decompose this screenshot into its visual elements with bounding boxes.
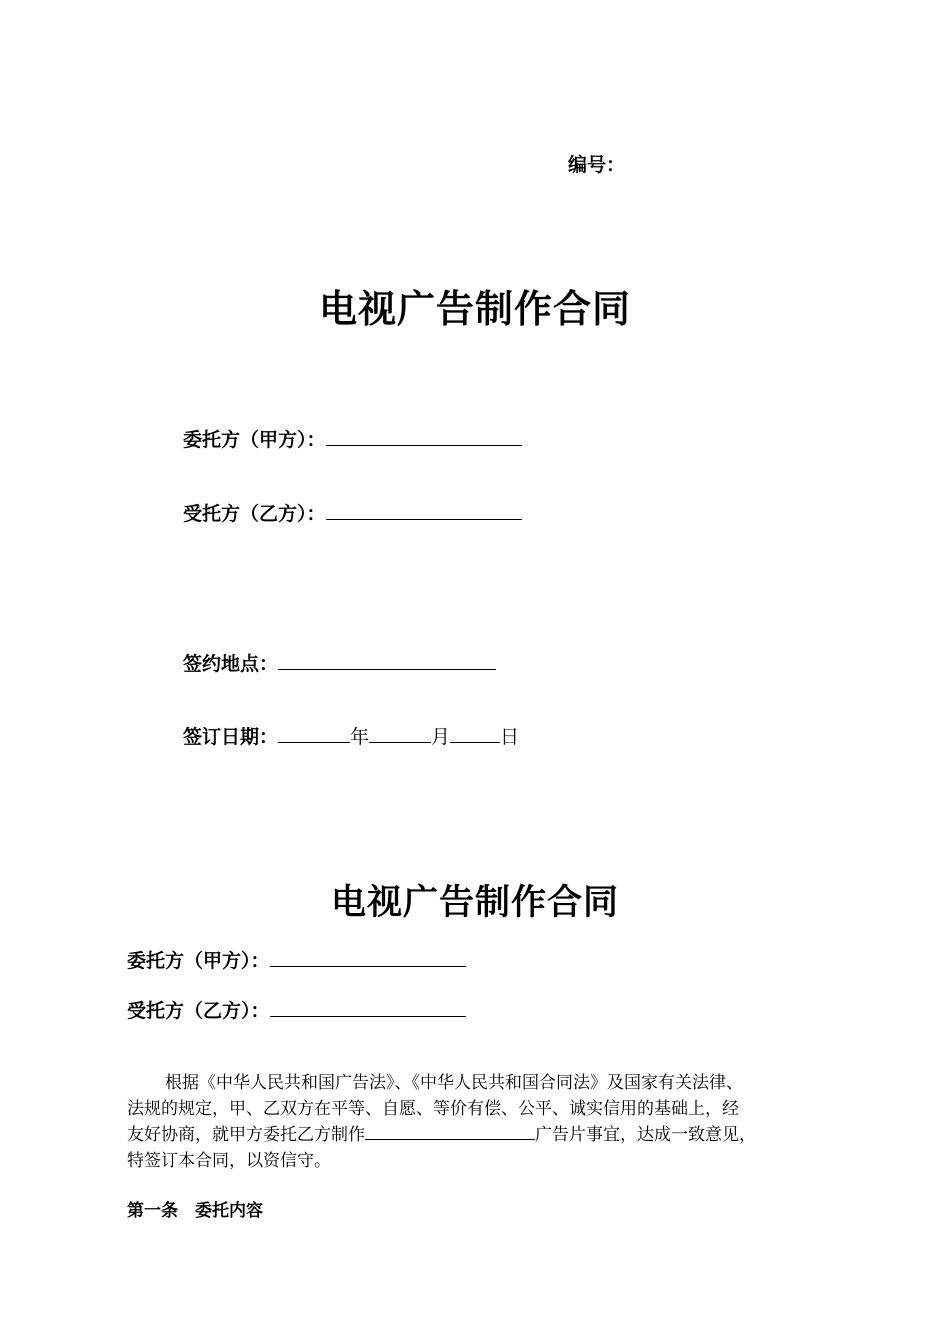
cover-party-a-line — [183, 425, 522, 452]
signing-place-line — [183, 649, 496, 676]
day-blank — [450, 724, 500, 743]
body-party-b-label: 受托方（乙方）： — [127, 1000, 270, 1022]
day-label: 日 — [500, 726, 520, 748]
cover-party-a-blank — [326, 427, 522, 446]
preamble-line-2: 法规的规定，甲、乙双方在平等、自愿、等价有偿、公平、诚实信用的基础上，经 — [127, 1099, 739, 1119]
body-party-a-label: 委托方（甲方）： — [127, 950, 270, 972]
signing-date-line — [183, 722, 519, 749]
contract-number-label: 编号： — [568, 154, 626, 176]
cover-party-b-label: 受托方（乙方）： — [183, 503, 326, 525]
body-party-b-line — [127, 996, 466, 1023]
preamble-line-3-start: 友好协商，就甲方委托乙方制作 — [127, 1125, 365, 1145]
preamble-line-1: 根据《中华人民共和国广告法》、《中华人民共和国合同法》及国家有关法律、 — [165, 1073, 743, 1093]
signing-place-label: 签约地点： — [183, 653, 279, 675]
preamble-paragraph — [127, 1070, 839, 1174]
signing-place-blank — [278, 651, 496, 670]
cover-party-a-label: 委托方（甲方）： — [183, 429, 326, 451]
body-party-a-blank — [270, 948, 466, 967]
body-title: 电视广告制作合同 — [330, 882, 619, 923]
preamble-line-4: 特签订本合同，以资信守。 — [127, 1151, 331, 1171]
month-blank — [369, 724, 431, 743]
year-label: 年 — [350, 726, 370, 748]
preamble-line-3 — [127, 1122, 839, 1148]
ad-name-blank — [365, 1123, 535, 1140]
body-party-b-blank — [270, 998, 466, 1017]
preamble-line-3-end: 广告片事宜，达成一致意见， — [535, 1125, 756, 1145]
year-blank — [278, 724, 350, 743]
month-label: 月 — [431, 726, 451, 748]
article-1-heading: 第一条 委托内容 — [127, 1201, 263, 1221]
signing-date-label: 签订日期： — [183, 726, 279, 748]
cover-title: 电视广告制作合同 — [318, 286, 631, 331]
cover-party-b-line — [183, 499, 522, 526]
cover-party-b-blank — [326, 501, 522, 520]
body-party-a-line — [127, 946, 466, 973]
